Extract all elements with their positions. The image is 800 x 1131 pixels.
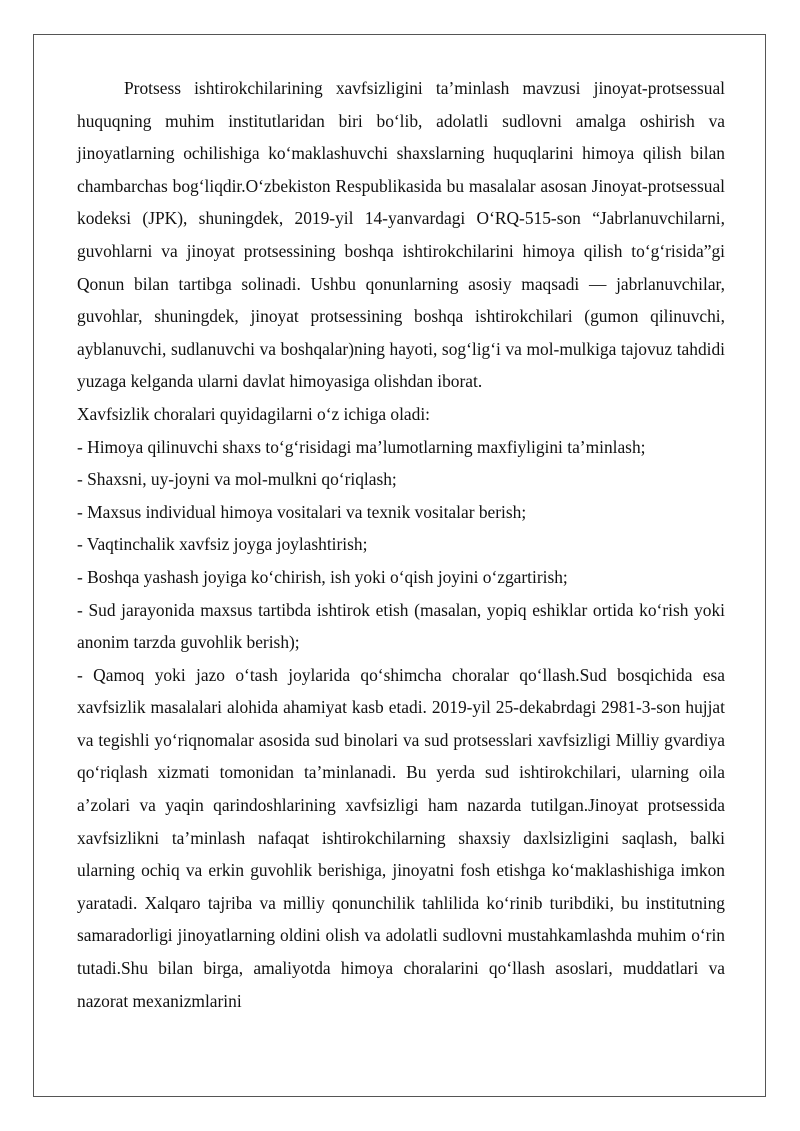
list-item: - Himoya qilinuvchi shaxs to‘g‘risidagi ma’lumotlarning maxfiyligini ta’minlash;: [77, 436, 646, 457]
list-item: - Boshqa yashash joyiga ko‘chirish, ish yoki o‘qish joyini o‘zgartirish;: [77, 566, 568, 587]
list-item: - Shaxsni, uy-joyni va mol-mulkni qo‘riqlash;: [77, 469, 397, 490]
list-item: - Maxsus individual himoya vositalari va texnik vositalar berish;: [77, 501, 527, 522]
list-item-long: - Qamoq yoki jazo o‘tash joylarida qo‘shimcha choralar qo‘llash.Sud bosqichida esa xavfsizlik masalalari alohida ahamiyat kasb etadi. 2019-yil 25-dekabrdagi 2981-3-son hujjat va tegishli yo‘riqnomalar asosida sud binolari va sud protsesslari xavfsizligi Milliy gvardiya qo‘riqlash xizmati tomonidan ta’minlanadi. Bu yerda sud ishtirokchilari, ularning oila a’zolari va yaqin qarindoshlarining xavfsizligi ham nazarda tutilgan.Jinoyat protsessida xavfsizlikni ta’minlash nafaqat ishtirokchilarning shaxsiy daxlsizligini saqlash, balki ularning ochiq va erkin guvohlik berishiga, jinoyatni fosh etishga ko‘maklashishiga imkon yaratadi. Xalqaro tajriba va milliy qonunchilik tahlilida ko‘rinib turibdiki, bu institutning samaradorligi jinoyatlarning oldini olish va adolatli sudlovni mustahkamlashda muhim o‘rin tutadi.Shu bilan birga, amaliyotda himoya choralarini qo‘llash asoslari, muddatlari va nazorat mexanizmlarini: [77, 664, 725, 1011]
list-item: - Sud jarayonida maxsus tartibda ishtirok etish (masalan, yopiq eshiklar ortida ko‘rish yoki anonim tarzda guvohlik berish);: [77, 599, 725, 653]
document-body: [77, 72, 725, 1017]
paragraph-intro: Protsess ishtirokchilarining xavfsizligini ta’minlash mavzusi jinoyat-protsessual huquqning muhim institutlaridan biri bo‘lib, adolatli sudlovni amalga oshirish va jinoyatlarning ochilishiga ko‘maklashuvchi shaxslarning huquqlarini himoya qilish bilan chambarchas bog‘liqdir.O‘zbekiston Respublikasida bu masalalar asosan Jinoyat-protsessual kodeksi (JPK), shuningdek, 2019-yil 14-yanvardagi O‘RQ-515-son “Jabrlanuvchilarni, guvohlarni va jinoyat protsessining boshqa ishtirokchilarini himoya qilish to‘g‘risida”gi Qonun bilan tartibga solinadi. Ushbu qonunlarning asosiy maqsadi — jabrlanuvchilar, guvohlar, shuningdek, jinoyat protsessining boshqa ishtirokchilari (gumon qilinuvchi, ayblanuvchi, sudlanuvchi va boshqalar)ning hayoti, sog‘lig‘i va mol-mulkiga tajovuz tahdidi yuzaga kelganda ularni davlat himoyasiga olishdan iborat.: [77, 78, 725, 392]
list-intro: Xavfsizlik choralari quyidagilarni o‘z ichiga oladi:: [77, 403, 431, 424]
list-item: - Vaqtinchalik xavfsiz joyga joylashtirish;: [77, 534, 368, 555]
